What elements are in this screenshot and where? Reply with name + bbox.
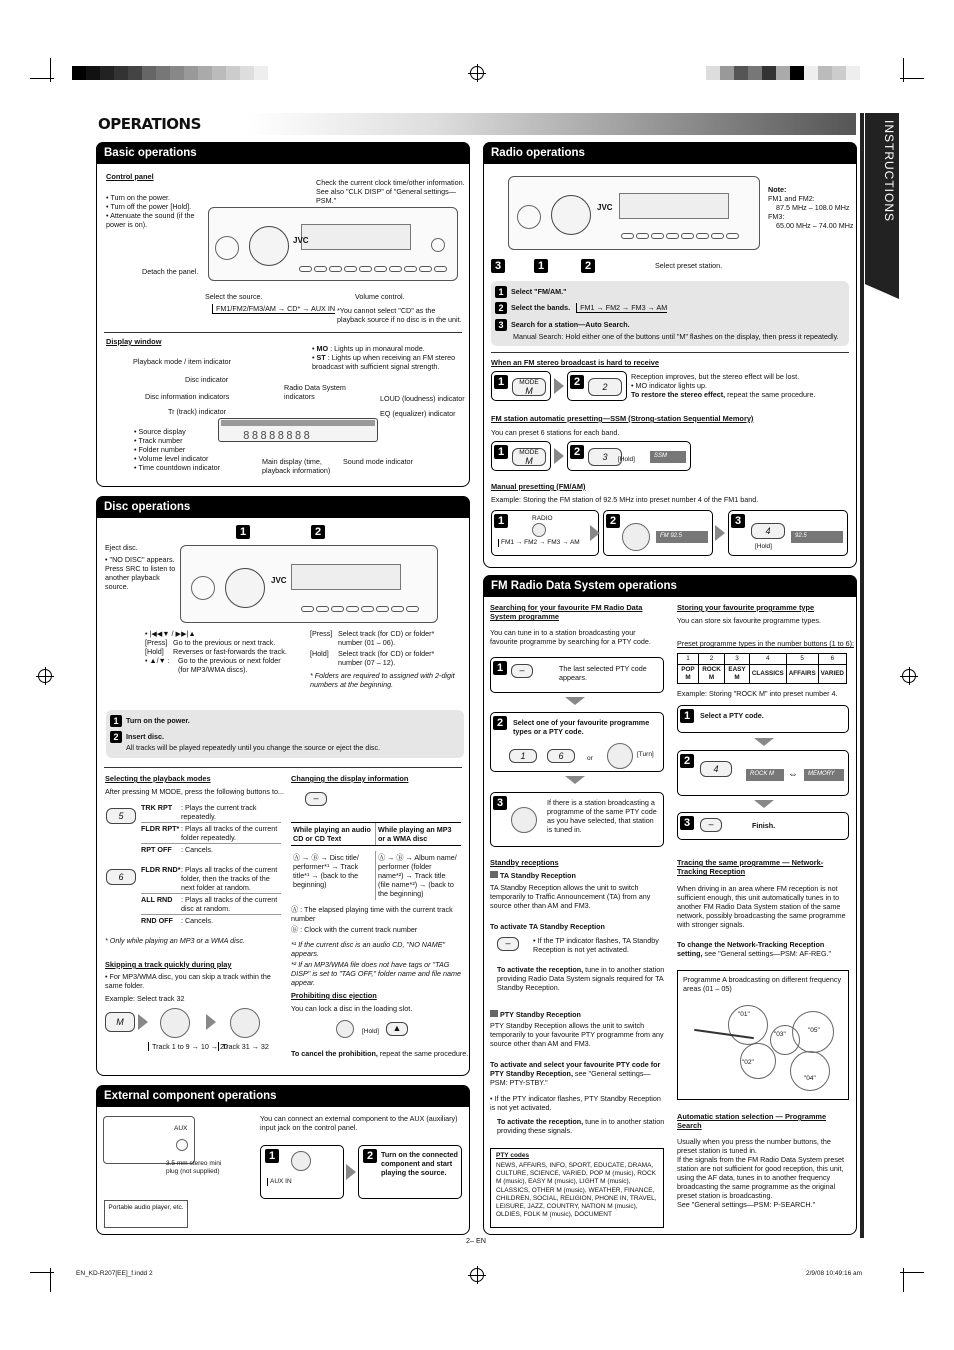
button-6-icon: 6 xyxy=(106,869,136,885)
tp-button-icon: – xyxy=(700,818,722,832)
registration-mark-icon xyxy=(902,669,916,683)
ssm-step-2: 2 3 [Hold] SSM xyxy=(567,441,691,471)
pty-codes-box: PTY codes NEWS, AFFAIRS, INFO, SPORT, EDUCATE, DRAMA, CULTURE, SCIENCE, VARIED, POP M (music), ROCK M (music), EASY M (music), LIGHT M (music), CLASSICS, OTHER M (music), WEATHER, FINANCE, CHILDREN, SOCIAL, RELIGION, PHONE IN, TRAVEL, LEISURE, JAZZ, COUNTRY, NATION M (music), OLDIES, FOLK M (music), DOCUMENT xyxy=(490,1148,664,1228)
skip-controls: • |◀◀▼ / ▶▶|▲ [Press] Go to the previous or next track. [Hold] Reverses or fast-forwards the track. • ▲/▼ : Go to the previous or next folder (for MP3/WMA discs). xyxy=(145,629,287,674)
ssm-step-1: 1 MODE M xyxy=(491,441,551,471)
display-list: • Source display • Track number • Folder number • Volume level indicator • Time countdown indicator xyxy=(134,427,224,472)
disp-button-icon: – xyxy=(305,792,327,806)
disc-operations-header: Disc operations xyxy=(96,496,470,518)
disc-info-label: Disc information indicators xyxy=(145,392,230,401)
pty-standby-text: PTY Standby Reception allows the unit to switch temporarily to your favourite PTY programme from any source other than AM and FM3. xyxy=(490,1021,664,1048)
tracing-text: When driving in an area where FM reception is not sufficient enough, this unit automatically tunes in to another FM Radio Data System station of the same network, possibly broadcasting the same programme with stronger signals. xyxy=(677,884,846,929)
ta-title: TA Standby Reception xyxy=(490,871,576,880)
registration-mark-icon xyxy=(470,66,484,80)
cd-note: *You cannot select "CD" as the playback source if no disc is in the unit. xyxy=(337,306,462,324)
page-number: 2– EN xyxy=(466,1236,486,1245)
pty-standby-title: PTY Standby Reception xyxy=(490,1010,581,1019)
crop-mark xyxy=(903,1268,904,1292)
button-3-icon: 3 xyxy=(588,448,622,466)
tracing-change: To change the Network-Tracking Reception setting, see "General settings—PSM: AF-REG." xyxy=(677,940,832,958)
control-panel-title: Control panel xyxy=(106,172,154,181)
power-bullets: • Turn on the power. • Turn off the power [Hold]. • Attenuate the sound (if the power is on). xyxy=(106,193,202,229)
mode-button-icon: M xyxy=(105,1012,135,1032)
source-sequence: FM1/FM2/FM3/AM → CD* → AUX IN xyxy=(212,304,335,314)
tracing-title: Tracing the same programme — Network-Tracking Reception xyxy=(677,858,824,877)
display-window-drawing: 88888888 xyxy=(218,418,378,442)
volume-knob-icon xyxy=(225,568,265,608)
title-band xyxy=(96,113,856,135)
eject-button-icon: ▲ xyxy=(386,1022,408,1036)
pty-step-3: 3 If there is a station broadcasting a programme of the same PTY code as you have selected, that station is tuned in. xyxy=(490,792,664,847)
skip-example: Example: Select track 32 xyxy=(105,994,185,1003)
pty-bullet: • If the PTY indicator flashes, PTY Standby Reception is not yet activated. xyxy=(490,1094,661,1112)
basic-operations-header: Basic operations xyxy=(96,142,470,164)
crop-mark xyxy=(50,1268,51,1292)
registration-mark-icon xyxy=(470,1268,484,1282)
weak-step-2: 2 2 xyxy=(567,371,627,401)
pty-search-title: Searching for your favourite FM Radio Data System programme xyxy=(490,603,643,622)
cancel-prohibition: To cancel the prohibition, repeat the same procedure. xyxy=(291,1049,469,1058)
footer-date: 2/9/08 10:49:16 am xyxy=(806,1270,863,1277)
skip-bullet: • For MP3/WMA disc, you can skip a track within the same folder. xyxy=(105,972,271,990)
store-step-1: 1 Select a PTY code. xyxy=(677,705,849,733)
select-preset-label: Select preset station. xyxy=(655,261,723,270)
skip-quick-title: Skipping a track quickly during play xyxy=(105,960,232,969)
disc-steps-box: 1 Turn on the power. 2 Insert disc. All tracks will be played repeatedly until you change the source or eject the disc. xyxy=(106,710,464,758)
ssm-text: You can preset 6 stations for each band. xyxy=(491,428,620,437)
manual-step-2: 2 FM 92.5 xyxy=(603,510,713,556)
right-rule xyxy=(860,113,864,1238)
rds-header: FM Radio Data System operations xyxy=(483,575,857,597)
external-header: External component operations xyxy=(96,1085,470,1107)
external-step-1: 1 AUX IN xyxy=(260,1145,344,1199)
manual-step-1: 1 RADIO FM1 → FM2 → FM3 → AM xyxy=(491,510,599,556)
number-controls: [Press] Select track (for CD) or folder* number (01 – 06). [Hold] Select track (for CD) or folder* number (07 – 12). * Folders are required to assigned with 2-digit numbers at the beginning. xyxy=(310,629,455,689)
page-title: OPERATIONS xyxy=(98,115,201,133)
color-bar-left xyxy=(72,66,268,80)
pty-activate-2: To activate the reception, tune in to another station providing these signals. xyxy=(497,1117,665,1135)
playback-modes-intro: After pressing M MODE, press the following buttons to... xyxy=(105,787,284,796)
eject-label: Eject disc. xyxy=(105,543,138,552)
crop-mark xyxy=(903,58,904,82)
radio-operations-header: Radio operations xyxy=(483,142,857,164)
store-pty-title: Storing your favourite programme type xyxy=(677,603,815,612)
clock-note: Check the current clock time/other information. See also "CLK DISP" of "General settings—PSM." xyxy=(316,178,465,205)
pty-step-1: 1 – The last selected PTY code appears. xyxy=(490,657,664,693)
radio-steps-box: 1 Select "FM/AM." 2 Select the bands. FM1 → FM2 → FM3 → AM 3 Search for a station—Auto Search. Manual Search: Hold either one of the buttons until "M" flashes on the display, then press it repeatedly. xyxy=(491,281,849,346)
repeat-modes: TRK RPT : Plays the current track repeatedly. FLDR RPT* : Plays all tracks of the current folder repeatedly. RPT OFF : Cancels. xyxy=(141,802,281,855)
radio-unit-drawing: JVC xyxy=(508,176,760,250)
pty-step-2: 2 Select one of your favourite programme types or a PTY code. 1 6 or [Turn] xyxy=(490,712,664,772)
a-b-notes: Ⓐ : The elapsed playing time with the current track number Ⓑ : Clock with the current track number *¹ If the current disc is an audio CD, "NO NAME" appears. *² If an MP3/WMA file does not have tags or "TAG DISP" is set to "TAG OFF," folder name and file name appear. xyxy=(291,905,461,987)
player-label: Portable audio player, etc. xyxy=(104,1200,188,1228)
playback-mode-label: Playback mode / item indicator xyxy=(133,357,231,366)
registration-mark-icon xyxy=(38,669,52,683)
store-step-2: 2 4 ROCK M ⇔ MEMORY xyxy=(677,750,849,796)
control-panel-drawing: JVC xyxy=(208,207,458,281)
mp3-note: * Only while playing an MP3 or a WMA disc. xyxy=(105,936,245,945)
direction-pad-icon xyxy=(230,1008,260,1038)
weak-signal-text: Reception improves, but the stereo effect will be lost. • MO indicator lights up. To restore the stereo effect, repeat the same procedure. xyxy=(631,372,816,399)
preset-pty-table: 1 2 3 4 5 6 POP M ROCK M EASY M CLASSICS AFFAIRS VARIED xyxy=(677,653,847,684)
pty-search-text: You can tune in to a station broadcasting your favourite programme by searching for a PTY code. xyxy=(490,628,651,646)
store-pty-text: You can store six favourite programme types. xyxy=(677,616,821,625)
ta-text: TA Standby Reception allows the unit to switch temporarily to Traffic Announcement (TA) from any source other than AM and FM3. xyxy=(490,883,651,910)
playback-modes-title: Selecting the playback modes xyxy=(105,774,211,783)
direction-pad-icon xyxy=(517,205,541,229)
button-5-icon: 5 xyxy=(106,808,136,824)
pty-activate: To activate and select your favourite PTY code for PTY Standby Reception, see "General settings—PSM: PTY-STBY." xyxy=(490,1060,661,1087)
prohibit-text: You can lock a disc in the loading slot. xyxy=(291,1004,413,1013)
ta-activate-text: To activate the reception, tune in to another station providing Radio Data System signals required for TA Standby Reception. xyxy=(497,965,665,992)
crop-mark xyxy=(50,58,51,82)
loud-indicator-label: LOUD (loudness) indicator xyxy=(380,394,465,403)
aux-panel-drawing: AUX xyxy=(103,1116,195,1164)
manual-preset-text: Example: Storing the FM station of 92.5 MHz into preset number 4 of the FM1 band. xyxy=(491,495,759,504)
mode-button-icon: MODE M xyxy=(512,448,546,466)
standby-title: Standby receptions xyxy=(490,858,559,867)
main-display-label: Main display (time, playback information) xyxy=(262,457,331,475)
store-step-3: 3 – Finish. xyxy=(677,812,849,840)
mo-st-notes: • MO : Lights up in monaural mode. • ST : Lights up when receiving an FM stereo broadcast with sufficient signal strength. xyxy=(312,344,456,371)
weak-signal-title: When an FM stereo broadcast is hard to receive xyxy=(491,358,659,367)
network-diagram: Programme A broadcasting on different frequency areas (01 – 05) "01" "02" "03" "04" "05" xyxy=(677,970,849,1100)
rds-indicators-label: Radio Data System indicators xyxy=(284,383,346,401)
select-source-label: Select the source. xyxy=(205,292,263,301)
display-window-title: Display window xyxy=(106,337,162,346)
auto-selection-text: Usually when you press the number buttons, the preset station is tuned in. If the signals from the FM Radio Data System preset station are not sufficient for good reception, this unit, using the AF data, tunes in to another frequency broadcasting the same programme as the original preset station is broadcasting. See "General settings—PSM: P-SEARCH." xyxy=(677,1137,844,1209)
auto-selection-title: Automatic station selection — Programme Search xyxy=(677,1112,827,1131)
radio-note: Note: FM1 and FM2: 87.5 MHz – 108.0 MHz FM3: 65.00 MHz – 74.00 MHz xyxy=(768,185,854,230)
display-info-body: Ⓐ → Ⓑ → Disc title/ performer*¹ → Track title*¹ → (back to the beginning) Ⓐ → Ⓑ → Album name/ performer (folder name*²) → Track title (file name*²) → (back to the beginning) xyxy=(293,853,457,898)
sound-mode-label: Sound mode indicator xyxy=(343,457,413,466)
eq-indicator-label: EQ (equalizer) indicator xyxy=(380,409,456,418)
button-2-icon: 2 xyxy=(588,378,622,396)
manual-preset-title: Manual presetting (FM/AM) xyxy=(491,482,586,491)
track-seq-1: Track 1 to 9 → 10 → 20 xyxy=(148,1042,228,1051)
external-text: You can connect an external component to the AUX (auxiliary) input jack on the control panel. xyxy=(260,1114,458,1132)
direction-pad-icon xyxy=(191,576,215,600)
disc-indicator-label: Disc indicator xyxy=(185,375,229,384)
tp-button-icon: – xyxy=(497,937,519,951)
footer-file: EN_KD-R207[EE]_f.indd 2 xyxy=(76,1270,153,1277)
random-modes: FLDR RND* : Plays all tracks of the current folder, then the tracks of the next folder at random. ALL RND : Plays all tracks of the current disc at random. RND OFF : Cancels. xyxy=(141,864,281,926)
weak-step-1: 1 MODE M xyxy=(491,371,551,401)
tp-button-icon: – xyxy=(511,664,533,678)
display-info-head: While playing an audio CD or CD Text While playing an MP3 or a WMA disc xyxy=(291,822,461,846)
manual-step-3: 3 4 [Hold] 92.5 xyxy=(728,510,848,556)
disc-unit-drawing: JVC xyxy=(180,545,438,623)
button-4-icon: 4 xyxy=(700,761,732,777)
volume-knob-icon xyxy=(551,195,591,235)
ssm-title: FM station automatic presetting—SSM (Strong-station Sequential Memory) xyxy=(491,414,754,423)
direction-pad-icon xyxy=(215,236,239,260)
external-step-2: 2 Turn on the connected component and start playing the source. xyxy=(358,1145,462,1199)
store-example: Example: Storing "ROCK M" into preset number 4. xyxy=(677,689,838,698)
prohibit-title: Prohibiting disc ejection xyxy=(291,991,377,1000)
ta-bullet: • If the TP indicator flashes, TA Standby Reception is not yet activated. xyxy=(533,936,659,954)
detach-label: Detach the panel. xyxy=(142,267,199,276)
ta-activate-title: To activate TA Standby Reception xyxy=(490,922,605,931)
eject-bullet: • "NO DISC" appears. Press SRC to listen to another playback source. xyxy=(105,555,176,591)
display-info-title: Changing the display information xyxy=(291,774,409,783)
button-4-icon: 4 xyxy=(751,523,785,539)
track-seq-2: Track 31 → 32 xyxy=(218,1042,269,1051)
side-tab-label: INSTRUCTIONS xyxy=(882,120,896,222)
mode-button-icon: MODE M xyxy=(512,378,546,396)
preset-types-label: Preset programme types in the number buttons (1 to 6): xyxy=(677,639,854,648)
volume-knob-icon xyxy=(249,226,289,266)
color-bar-right xyxy=(706,66,860,80)
volume-label: Volume control. xyxy=(355,292,405,301)
plug-label: 3.5 mm stereo mini plug (not supplied) xyxy=(166,1160,222,1176)
tr-indicator-label: Tr (track) indicator xyxy=(168,407,227,416)
src-button-icon xyxy=(336,1020,354,1038)
direction-pad-icon xyxy=(160,1008,190,1038)
